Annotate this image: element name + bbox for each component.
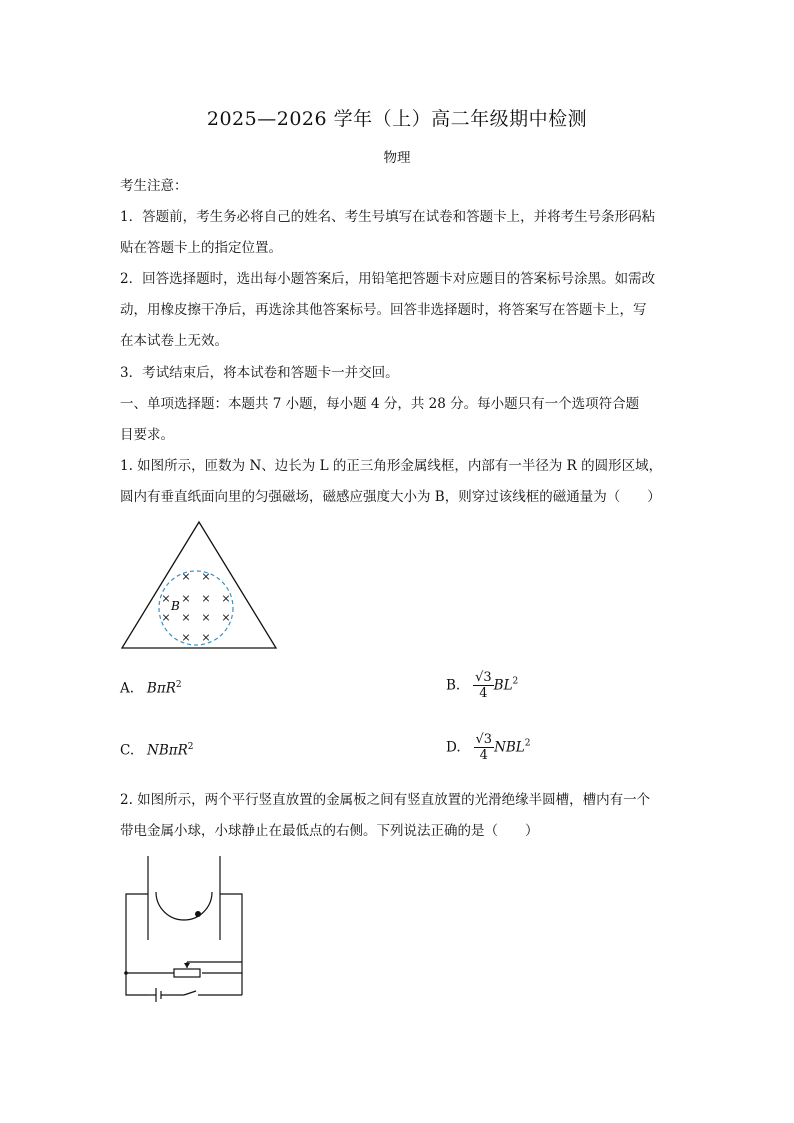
notice-heading: 考生注意： — [120, 178, 188, 194]
notice-item-2-line-2: 动，用橡皮擦干净后，再选涂其他答案标号。回答非选择题时，将答案写在答题卡上，写 — [120, 302, 647, 318]
question-1-line-1: 1. 如图所示，匝数为 N、边长为 L 的正三角形金属线框，内部有一半径为 R 的圆形区域， — [120, 458, 663, 474]
option-a-exponent: 2 — [175, 680, 182, 690]
rheostat — [174, 969, 200, 977]
svg-text:×: × — [221, 611, 231, 624]
svg-text:×: × — [221, 592, 231, 605]
triangle-frame — [122, 522, 276, 648]
question-2-line-1: 2. 如图所示，两个平行竖直放置的金属板之间有竖直放置的光滑绝缘半圆槽，槽内有一个 — [120, 792, 651, 808]
option-d-letter: D. — [446, 739, 461, 756]
svg-text:×: × — [201, 631, 211, 644]
charged-ball — [195, 911, 201, 917]
question-2-figure — [118, 852, 248, 1004]
option-c-letter: C. — [120, 742, 135, 759]
option-b-letter: B. — [446, 677, 461, 694]
option-b-exponent: 2 — [512, 676, 519, 687]
section-heading-line-2: 目要求。 — [120, 427, 174, 443]
field-label: B — [171, 599, 180, 613]
option-d-denominator: 4 — [479, 748, 488, 763]
question-2-line-2: 带电金属小球，小球静止在最低点的右侧。下列说法正确的是（ ） — [120, 823, 539, 839]
svg-text:×: × — [201, 570, 211, 583]
subject-label: 物理 — [383, 150, 411, 166]
notice-item-1-line-1: 1．答题前，考生务必将自己的姓名、考生号填写在试卷和答题卡上，并将考生号条形码粘 — [120, 209, 656, 225]
option-d-fraction — [474, 732, 495, 763]
option-b-denominator: 4 — [479, 686, 488, 701]
svg-text:×: × — [201, 592, 211, 605]
option-a-letter: A. — [120, 680, 135, 697]
option-b-fraction — [473, 670, 494, 701]
option-b-numerator: √3 — [475, 670, 492, 685]
left-wire — [126, 894, 148, 995]
option-a-expr: BπR — [146, 680, 176, 697]
option-c — [120, 742, 194, 759]
svg-text:×: × — [181, 631, 191, 644]
svg-text:×: × — [181, 570, 191, 583]
svg-text:×: × — [201, 611, 211, 624]
option-c-exponent: 2 — [187, 742, 194, 752]
option-b — [446, 670, 518, 701]
notice-item-2-line-1: 2．回答选择题时，选出每小题答案后，用铅笔把答题卡对应题目的答案标号涂黑。如需改 — [120, 271, 656, 287]
option-a — [120, 680, 182, 697]
switch-lever — [184, 991, 196, 995]
question-1-figure — [118, 518, 280, 653]
notice-item-3: 3．考试结束后，将本试卷和答题卡一并交回。 — [120, 365, 399, 381]
svg-text:×: × — [161, 611, 171, 624]
option-d-expr: NBL — [494, 739, 525, 756]
section-heading-line-1: 一、单项选择题：本题共 7 小题，每小题 4 分，共 28 分。每小题只有一个选项符合题 — [120, 396, 640, 412]
option-d-exponent: 2 — [524, 738, 531, 749]
slider-arrow-icon — [184, 963, 190, 968]
semicircular-groove — [156, 892, 212, 920]
exam-title: 2025—2026 学年（上）高二年级期中检测 — [206, 108, 588, 130]
svg-text:×: × — [181, 592, 191, 605]
notice-item-1-line-2: 贴在答题卡上的指定位置。 — [120, 240, 282, 256]
question-1-line-2: 圆内有垂直纸面向里的匀强磁场，磁感应强度大小为 B，则穿过该线框的磁通量为（ ） — [120, 489, 661, 505]
option-b-expr: BL — [493, 677, 513, 694]
notice-item-2-line-3: 在本试卷上无效。 — [120, 333, 228, 349]
option-c-expr: NBπR — [147, 742, 188, 759]
svg-text:×: × — [161, 592, 171, 605]
option-d-numerator: √3 — [475, 732, 493, 747]
option-d — [446, 732, 531, 763]
svg-text:×: × — [181, 611, 191, 624]
